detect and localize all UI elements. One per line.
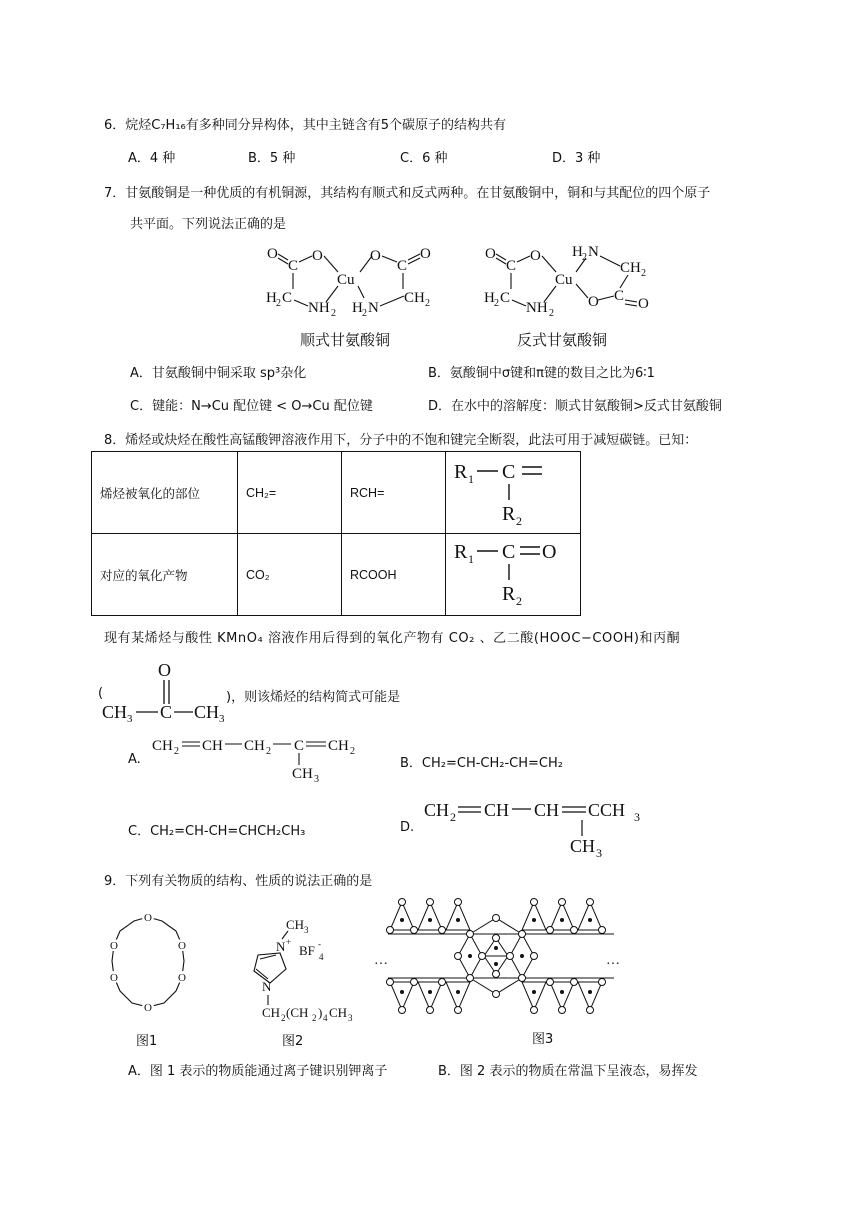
q9-option-b: B．图 2 表示的物质在常温下呈液态，易挥发 <box>438 1064 698 1079</box>
svg-text:O: O <box>158 660 171 680</box>
q6-option-b: B．5 种 <box>248 151 296 166</box>
svg-text:2: 2 <box>266 746 271 757</box>
fig2-ionic-liquid <box>236 905 376 1025</box>
svg-text:2: 2 <box>641 268 646 279</box>
table-row2-rcooh: RCOOH <box>342 534 446 616</box>
svg-text:CH: CH <box>194 702 220 722</box>
svg-text:C: C <box>294 738 305 754</box>
fig1-caption: 图1 <box>136 1034 158 1049</box>
svg-text:C: C <box>397 258 408 274</box>
svg-text:O: O <box>144 1002 152 1014</box>
svg-text:2: 2 <box>425 298 430 309</box>
svg-text:CH: CH <box>620 260 641 276</box>
table-row1-r1cr2 <box>446 452 581 534</box>
r1-c-equals-r2-structure <box>446 452 580 530</box>
svg-text:2: 2 <box>582 252 587 263</box>
table-row1-ch2: CH₂= <box>238 452 342 534</box>
svg-text:CH: CH <box>570 836 596 856</box>
svg-text:2: 2 <box>276 298 281 309</box>
svg-text:NH: NH <box>308 300 330 316</box>
cis-caption: 顺式甘氨酸铜 <box>300 331 391 349</box>
svg-text:Cu: Cu <box>337 272 355 288</box>
svg-text:CH: CH <box>244 738 265 754</box>
svg-text:3: 3 <box>348 1013 353 1023</box>
table-row2-co2: CO₂ <box>238 534 342 616</box>
svg-text:O: O <box>110 972 118 984</box>
q8-option-a-label: A. <box>128 752 141 767</box>
svg-text:H: H <box>352 300 363 316</box>
svg-text:O: O <box>485 246 496 262</box>
svg-text:N: N <box>588 244 599 260</box>
svg-text:O: O <box>267 246 278 262</box>
svg-text:C: C <box>500 290 511 306</box>
svg-text:…: … <box>606 953 620 968</box>
svg-text:2: 2 <box>494 298 499 309</box>
table-row1-rch: RCH= <box>342 452 446 534</box>
q8-text-line1: 现有某烯烃与酸性 KMnO₄ 溶液作用后得到的氧化产物有 CO₂ 、乙二酸(HOOC−COOH)和丙酮 <box>104 631 681 646</box>
svg-text:2: 2 <box>281 1013 286 1023</box>
q7-option-a: A．甘氨酸铜中铜采取 sp³杂化 <box>130 366 307 381</box>
svg-text:CH: CH <box>484 800 510 820</box>
svg-text:3: 3 <box>127 713 133 725</box>
fig1-crown-ether <box>96 905 200 1023</box>
svg-text:1: 1 <box>468 552 474 566</box>
svg-text:-: - <box>318 939 321 949</box>
svg-text:2: 2 <box>312 1013 317 1023</box>
trans-glycinate-structure <box>480 238 670 318</box>
table-row2-ketone <box>446 534 581 616</box>
svg-text:): ) <box>318 1005 323 1020</box>
fig2-caption: 图2 <box>282 1034 304 1049</box>
q8-option-a-structure <box>152 733 362 783</box>
q6-option-d: D．3 种 <box>552 151 601 166</box>
q8-option-d-label: D. <box>400 820 415 835</box>
svg-text:2: 2 <box>516 594 522 608</box>
q7-option-b: B．氨酸铜中σ键和π键的数目之比为6∶1 <box>428 366 655 381</box>
svg-text:CH: CH <box>329 1005 348 1020</box>
q7-stem-line1: 7．甘氨酸铜是一种优质的有机铜源，其结构有顺式和反式两种。在甘氨酸铜中，铜和与其配位的四个原子 <box>104 186 711 201</box>
svg-text:Cu: Cu <box>555 272 573 288</box>
svg-text:NH: NH <box>526 300 548 316</box>
svg-text:1: 1 <box>468 472 474 486</box>
svg-text:H: H <box>572 244 583 260</box>
svg-text:CH: CH <box>534 800 560 820</box>
svg-text:CH: CH <box>262 1005 281 1020</box>
q8-text-line2-text: ，则该烯烃的结构简式可能是 <box>231 690 401 705</box>
svg-text:CH: CH <box>152 738 173 754</box>
q8-option-b: B．CH₂=CH-CH₂-CH=CH₂ <box>400 756 563 771</box>
fig3-caption: 图3 <box>532 1032 554 1047</box>
svg-text:O: O <box>178 972 186 984</box>
table-row2-label: 对应的氧化产物 <box>92 534 238 616</box>
svg-text:2: 2 <box>362 308 367 318</box>
fig3-silicate-chain <box>374 888 628 1018</box>
q7-option-d: D．在水中的溶解度：顺式甘氨酸铜>反式甘氨酸铜 <box>428 399 722 414</box>
svg-text:O: O <box>542 541 557 563</box>
svg-text:C: C <box>506 258 517 274</box>
cis-glycinate-structure <box>262 238 452 318</box>
svg-text:C: C <box>502 541 516 563</box>
svg-text:CH: CH <box>328 738 349 754</box>
svg-text:N: N <box>276 939 286 954</box>
q7-option-c: C．键能：N→Cu 配位键 < O→Cu 配位键 <box>130 399 373 414</box>
svg-text:3: 3 <box>314 774 319 783</box>
svg-text:O: O <box>110 940 118 952</box>
q6-option-c: C．6 种 <box>400 151 448 166</box>
svg-text:H: H <box>484 290 495 306</box>
svg-text:CH: CH <box>286 917 305 932</box>
svg-text:CH: CH <box>102 702 128 722</box>
svg-text:R: R <box>454 461 468 483</box>
svg-text:R: R <box>454 541 468 563</box>
acetone-structure <box>100 660 232 726</box>
svg-text:2: 2 <box>549 308 554 318</box>
svg-text:C: C <box>160 702 173 722</box>
svg-text:R: R <box>502 503 516 525</box>
r1-c-o-r2-structure <box>446 534 580 612</box>
q9-option-a: A．图 1 表示的物质能通过离子键识别钾离子 <box>128 1064 388 1079</box>
trans-caption: 反式甘氨酸铜 <box>517 331 608 349</box>
svg-text:CH: CH <box>424 800 450 820</box>
svg-text:BF: BF <box>299 943 315 958</box>
svg-text:2: 2 <box>516 514 522 528</box>
svg-text:O: O <box>370 248 381 264</box>
svg-text:O: O <box>530 248 541 264</box>
svg-text:O: O <box>144 912 152 924</box>
svg-text:CH: CH <box>202 738 223 754</box>
svg-text:2: 2 <box>350 746 355 757</box>
svg-text:O: O <box>178 940 186 952</box>
q7-stem-line2: 共平面。下列说法正确的是 <box>130 217 287 232</box>
svg-text:2: 2 <box>450 810 456 824</box>
svg-text:3: 3 <box>634 810 640 824</box>
svg-text:C: C <box>614 288 625 304</box>
svg-text:C: C <box>282 290 293 306</box>
svg-text:CH: CH <box>404 290 425 306</box>
svg-text:…: … <box>374 953 388 968</box>
svg-text:(CH: (CH <box>286 1005 309 1020</box>
svg-text:C: C <box>502 461 516 483</box>
svg-text:3: 3 <box>219 713 225 725</box>
svg-text:R: R <box>502 583 516 605</box>
q8-stem: 8．烯烃或炔烃在酸性高锰酸钾溶液作用下，分子中的不饱和键完全断裂，此法可用于减短碳链。已知： <box>104 433 698 448</box>
paren-open: ( <box>98 686 104 701</box>
svg-text:N: N <box>262 979 272 994</box>
svg-text:O: O <box>312 248 323 264</box>
svg-text:CH: CH <box>292 766 313 782</box>
svg-text:2: 2 <box>174 746 179 757</box>
svg-text:O: O <box>420 246 431 262</box>
svg-text:N: N <box>368 300 379 316</box>
svg-text:+: + <box>286 937 292 947</box>
q9-stem: 9．下列有关物质的结构、性质的说法正确的是 <box>104 874 373 889</box>
svg-text:O: O <box>588 294 599 310</box>
q8-option-c: C．CH₂=CH-CH=CHCH₂CH₃ <box>128 824 306 839</box>
svg-text:2: 2 <box>331 308 336 318</box>
q8-text-line2: )，则该烯烃的结构简式可能是 <box>226 690 401 705</box>
q6-option-a: A．4 种 <box>128 151 176 166</box>
svg-text:O: O <box>638 296 649 312</box>
q8-option-d-structure <box>424 796 654 858</box>
svg-text:H: H <box>266 290 277 306</box>
svg-text:4: 4 <box>319 952 324 962</box>
svg-text:4: 4 <box>323 1013 328 1023</box>
svg-text:CCH: CCH <box>588 800 626 820</box>
svg-text:3: 3 <box>304 925 309 935</box>
oxidation-table <box>91 451 581 616</box>
svg-text:C: C <box>288 258 299 274</box>
q6-stem: 6．烷烃C₇H₁₆有多种同分异构体，其中主链含有5个碳原子的结构共有 <box>104 118 507 133</box>
svg-text:3: 3 <box>596 846 602 858</box>
table-row1-label: 烯烃被氧化的部位 <box>92 452 238 534</box>
